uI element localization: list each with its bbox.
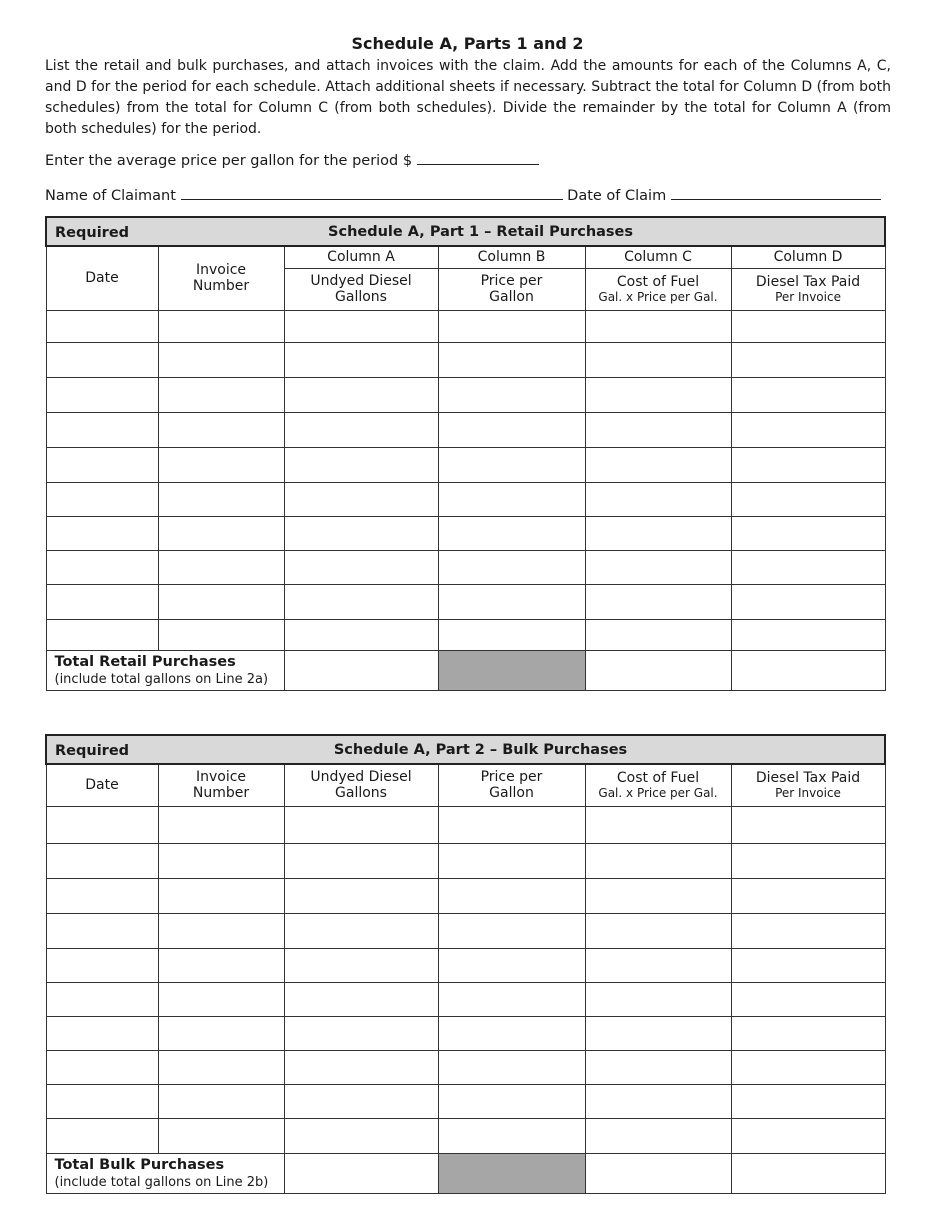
gallons-cell[interactable] — [284, 516, 438, 550]
price-cell[interactable] — [438, 948, 585, 982]
cost-cell[interactable] — [585, 948, 731, 982]
cost-cell[interactable] — [585, 516, 731, 550]
shaded-cell — [438, 1153, 585, 1193]
table-row — [46, 1118, 885, 1153]
date-cell[interactable] — [46, 948, 158, 982]
avg-price-row — [45, 150, 539, 169]
gallons-cell[interactable] — [284, 584, 438, 619]
cost-cell[interactable] — [585, 1016, 731, 1050]
date-cell[interactable] — [46, 1118, 158, 1153]
bulk-purchases-table — [45, 734, 886, 1194]
tax-cell[interactable] — [731, 412, 885, 447]
table-row — [46, 806, 885, 843]
invoice-cell[interactable] — [158, 1084, 284, 1118]
column-a-label: Column A — [284, 246, 438, 268]
table-row — [46, 843, 885, 878]
price-cell[interactable] — [438, 1016, 585, 1050]
cost-cell[interactable] — [585, 447, 731, 482]
date-cell[interactable] — [46, 377, 158, 412]
invoice-cell[interactable] — [158, 342, 284, 377]
cost-cell[interactable] — [585, 1118, 731, 1153]
page-title: Schedule A, Parts 1 and 2 — [351, 34, 584, 53]
price-cell[interactable] — [438, 447, 585, 482]
column-b-label: Column B — [438, 246, 585, 268]
price-cell[interactable] — [438, 550, 585, 584]
table-row — [46, 377, 885, 412]
invoice-cell[interactable] — [158, 310, 284, 342]
date-cell[interactable] — [46, 516, 158, 550]
col-price-header: Price per Gallon — [438, 268, 585, 310]
gallons-cell[interactable] — [284, 1016, 438, 1050]
invoice-cell[interactable] — [158, 982, 284, 1016]
avg-price-label: Enter the average price per gallon for the period $ — [45, 153, 413, 169]
tax-cell[interactable] — [731, 447, 885, 482]
invoice-cell[interactable] — [158, 447, 284, 482]
invoice-cell[interactable] — [158, 584, 284, 619]
invoice-cell[interactable] — [158, 412, 284, 447]
claimant-name-input[interactable] — [181, 185, 563, 200]
date-cell[interactable] — [46, 584, 158, 619]
column-c-label: Column C — [585, 246, 731, 268]
part1-title: Schedule A, Part 1 – Retail Purchases — [328, 223, 634, 240]
price-cell[interactable] — [438, 516, 585, 550]
tax-cell[interactable] — [731, 982, 885, 1016]
date-of-claim-input[interactable] — [671, 185, 881, 200]
total-tax-cell[interactable] — [731, 1153, 885, 1193]
gallons-cell[interactable] — [284, 447, 438, 482]
col-gallons-header: Undyed Diesel Gallons — [284, 764, 438, 806]
cost-cell[interactable] — [585, 619, 731, 650]
table-row — [46, 619, 885, 650]
col-gallons-header: Undyed Diesel Gallons — [284, 268, 438, 310]
table-row — [46, 1084, 885, 1118]
price-cell[interactable] — [438, 584, 585, 619]
gallons-cell[interactable] — [284, 310, 438, 342]
gallons-cell[interactable] — [284, 843, 438, 878]
table-row — [46, 1016, 885, 1050]
table-row — [46, 310, 885, 342]
table-row — [46, 342, 885, 377]
tax-cell[interactable] — [731, 584, 885, 619]
gallons-cell[interactable] — [284, 1084, 438, 1118]
price-cell[interactable] — [438, 982, 585, 1016]
cost-cell[interactable] — [585, 878, 731, 913]
gallons-cell[interactable] — [284, 1050, 438, 1084]
col-tax-header: Diesel Tax Paid Per Invoice — [731, 268, 885, 310]
table-row — [46, 878, 885, 913]
gallons-cell[interactable] — [284, 982, 438, 1016]
date-cell[interactable] — [46, 878, 158, 913]
tax-cell[interactable] — [731, 1118, 885, 1153]
price-cell[interactable] — [438, 878, 585, 913]
col-cost-header: Cost of Fuel Gal. x Price per Gal. — [585, 268, 731, 310]
date-cell[interactable] — [46, 619, 158, 650]
col-cost-header: Cost of Fuel Gal. x Price per Gal. — [585, 764, 731, 806]
col-price-header: Price per Gallon — [438, 764, 585, 806]
tax-cell[interactable] — [731, 550, 885, 584]
date-cell[interactable] — [46, 482, 158, 516]
tax-cell[interactable] — [731, 948, 885, 982]
gallons-cell[interactable] — [284, 377, 438, 412]
tax-cell[interactable] — [731, 1050, 885, 1084]
date-cell[interactable] — [46, 843, 158, 878]
price-cell[interactable] — [438, 1084, 585, 1118]
total-row — [46, 650, 885, 690]
price-cell[interactable] — [438, 310, 585, 342]
required-label: Required — [55, 225, 130, 241]
cost-cell[interactable] — [585, 913, 731, 948]
tax-cell[interactable] — [731, 310, 885, 342]
price-cell[interactable] — [438, 1050, 585, 1084]
table-row — [46, 913, 885, 948]
price-cell[interactable] — [438, 377, 585, 412]
date-cell[interactable] — [46, 412, 158, 447]
price-cell[interactable] — [438, 482, 585, 516]
table-header-bar — [46, 735, 885, 764]
tax-cell[interactable] — [731, 377, 885, 412]
table-row — [46, 948, 885, 982]
cost-cell[interactable] — [585, 310, 731, 342]
avg-price-input[interactable] — [417, 150, 539, 165]
total-bulk-label: Total Bulk Purchases (include total gallons on Line 2b) — [46, 1153, 284, 1193]
price-cell[interactable] — [438, 843, 585, 878]
cost-cell[interactable] — [585, 806, 731, 843]
table-row — [46, 447, 885, 482]
date-of-claim-label: Date of Claim — [567, 188, 667, 204]
total-row — [46, 1153, 885, 1193]
gallons-cell[interactable] — [284, 806, 438, 843]
date-cell[interactable] — [46, 550, 158, 584]
tax-cell[interactable] — [731, 843, 885, 878]
invoice-cell[interactable] — [158, 1118, 284, 1153]
price-cell[interactable] — [438, 913, 585, 948]
column-d-label: Column D — [731, 246, 885, 268]
price-cell[interactable] — [438, 412, 585, 447]
invoice-cell[interactable] — [158, 948, 284, 982]
invoice-cell[interactable] — [158, 1016, 284, 1050]
invoice-cell[interactable] — [158, 516, 284, 550]
cost-cell[interactable] — [585, 550, 731, 584]
col-invoice-header: Invoice Number — [158, 764, 284, 806]
gallons-cell[interactable] — [284, 948, 438, 982]
tax-cell[interactable] — [731, 619, 885, 650]
date-cell[interactable] — [46, 913, 158, 948]
cost-cell[interactable] — [585, 342, 731, 377]
price-cell[interactable] — [438, 806, 585, 843]
table-header-bar — [46, 217, 885, 246]
tax-cell[interactable] — [731, 913, 885, 948]
date-cell[interactable] — [46, 1050, 158, 1084]
cost-cell[interactable] — [585, 1050, 731, 1084]
part2-title: Schedule A, Part 2 – Bulk Purchases — [333, 741, 628, 758]
invoice-cell[interactable] — [158, 619, 284, 650]
tax-cell[interactable] — [731, 342, 885, 377]
gallons-cell[interactable] — [284, 1118, 438, 1153]
table-row — [46, 516, 885, 550]
total-tax-cell[interactable] — [731, 650, 885, 690]
date-cell[interactable] — [46, 1084, 158, 1118]
tax-cell[interactable] — [731, 1084, 885, 1118]
invoice-cell[interactable] — [158, 878, 284, 913]
date-cell[interactable] — [46, 447, 158, 482]
claimant-row — [45, 185, 881, 204]
table-row — [46, 412, 885, 447]
tax-cell[interactable] — [731, 482, 885, 516]
invoice-cell[interactable] — [158, 377, 284, 412]
price-cell[interactable] — [438, 619, 585, 650]
price-cell[interactable] — [438, 342, 585, 377]
cost-cell[interactable] — [585, 584, 731, 619]
date-cell[interactable] — [46, 1016, 158, 1050]
tax-cell[interactable] — [731, 516, 885, 550]
date-cell[interactable] — [46, 982, 158, 1016]
table-row — [46, 982, 885, 1016]
gallons-cell[interactable] — [284, 619, 438, 650]
total-cost-cell[interactable] — [585, 1153, 731, 1193]
shaded-cell — [438, 650, 585, 690]
cost-cell[interactable] — [585, 377, 731, 412]
total-cost-cell[interactable] — [585, 650, 731, 690]
invoice-cell[interactable] — [158, 550, 284, 584]
tax-cell[interactable] — [731, 878, 885, 913]
cost-cell[interactable] — [585, 982, 731, 1016]
total-retail-label: Total Retail Purchases (include total gallons on Line 2a) — [46, 650, 284, 690]
col-invoice-header: Invoice Number — [158, 246, 284, 310]
required-label: Required — [55, 743, 130, 759]
col-tax-header: Diesel Tax Paid Per Invoice — [731, 764, 885, 806]
invoice-cell[interactable] — [158, 806, 284, 843]
col-date-header: Date — [46, 764, 158, 806]
invoice-cell[interactable] — [158, 482, 284, 516]
tax-cell[interactable] — [731, 806, 885, 843]
invoice-cell[interactable] — [158, 1050, 284, 1084]
col-date-header: Date — [46, 246, 158, 310]
gallons-cell[interactable] — [284, 550, 438, 584]
gallons-cell[interactable] — [284, 342, 438, 377]
gallons-cell[interactable] — [284, 482, 438, 516]
cost-cell[interactable] — [585, 412, 731, 447]
instructions-text: List the retail and bulk purchases, and attach invoices with the claim. Add the amounts for each of the Columns A, C, and D for the period for each schedule. Attach additional sheets if necessary. Subtract the total for Column D (from both schedules) from the total for Column C (from both schedules). Divide the remainder by the total for Column A (from both schedules) for the period. — [45, 58, 891, 137]
invoice-cell[interactable] — [158, 843, 284, 878]
tax-cell[interactable] — [731, 1016, 885, 1050]
table-row — [46, 482, 885, 516]
date-cell[interactable] — [46, 342, 158, 377]
price-cell[interactable] — [438, 1118, 585, 1153]
gallons-cell[interactable] — [284, 878, 438, 913]
table-row — [46, 550, 885, 584]
total-gallons-cell[interactable] — [284, 650, 438, 690]
gallons-cell[interactable] — [284, 913, 438, 948]
table-row — [46, 584, 885, 619]
date-cell[interactable] — [46, 310, 158, 342]
cost-cell[interactable] — [585, 482, 731, 516]
table-row — [46, 1050, 885, 1084]
claimant-label: Name of Claimant — [45, 188, 176, 204]
total-gallons-cell[interactable] — [284, 1153, 438, 1193]
invoice-cell[interactable] — [158, 913, 284, 948]
retail-purchases-table — [45, 216, 886, 691]
cost-cell[interactable] — [585, 843, 731, 878]
date-cell[interactable] — [46, 806, 158, 843]
cost-cell[interactable] — [585, 1084, 731, 1118]
gallons-cell[interactable] — [284, 412, 438, 447]
